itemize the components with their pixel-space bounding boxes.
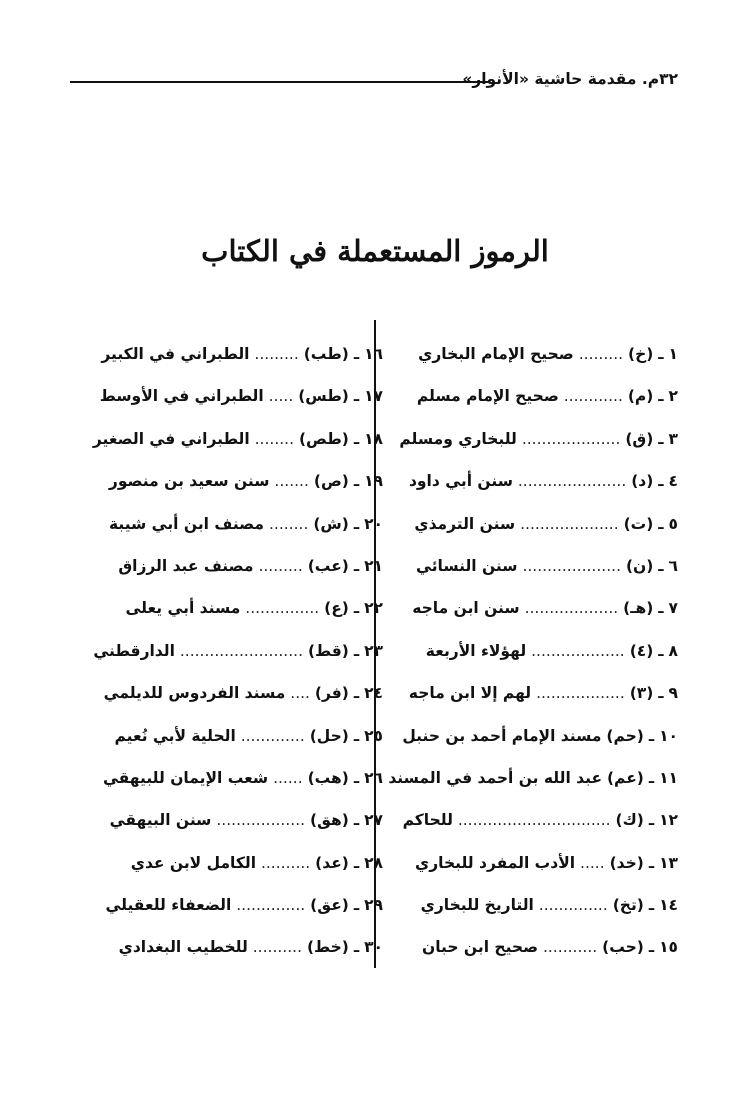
entry-description: الحلية لأبي نُعيم [114, 726, 236, 745]
entry-code: (طص) [298, 429, 349, 448]
entry-separator: ـ [353, 387, 360, 406]
entry-description: صحيح ابن حبان [421, 938, 539, 957]
entry-description: صحيح الإمام مسلم [416, 387, 559, 406]
entry-description: لهؤلاء الأربعة [425, 641, 527, 660]
abbreviation-entry [78, 799, 383, 841]
abbreviation-entry [78, 460, 383, 502]
entry-code: (عم) [606, 768, 644, 787]
entry-code: (حل) [309, 726, 349, 745]
entry-leader-dots: ......... [258, 556, 303, 575]
entry-code: (خط) [306, 938, 349, 957]
abbreviation-entry [373, 587, 678, 629]
entry-description: مسند الإمام أحمد بن حنبل [402, 726, 602, 745]
abbreviation-entry [78, 884, 383, 926]
entry-leader-dots: ............ [563, 387, 623, 406]
entry-leader-dots: ................... [531, 641, 625, 660]
entry-leader-dots: ............. [240, 726, 305, 745]
entry-code: (خد) [609, 853, 644, 872]
entry-separator: ـ [648, 811, 655, 830]
entry-separator: ـ [648, 853, 655, 872]
entry-number: ١٨ [364, 429, 383, 448]
entry-code: (ت) [623, 514, 654, 533]
entry-leader-dots: ................... [524, 599, 619, 618]
entry-separator: ـ [353, 853, 360, 872]
section-title: الرموز المستعملة في الكتاب [201, 234, 549, 268]
entry-description: سنن النسائي [416, 556, 518, 575]
entry-separator: ـ [658, 387, 664, 406]
abbreviation-entry [373, 842, 678, 884]
abbreviation-entry [78, 630, 383, 672]
entry-separator: ـ [658, 641, 664, 660]
entry-number: ١٣ [659, 853, 678, 872]
entry-number: ٩ [668, 684, 678, 703]
entry-number: ٣٠ [364, 938, 383, 957]
entry-description: سنن سعيد بن منصور [108, 472, 270, 491]
entry-description: الكامل لابن عدي [130, 853, 257, 872]
entry-description: للخطيب البغدادي [118, 938, 248, 957]
entry-leader-dots: ........ [268, 514, 309, 533]
entry-description: لهم إلا ابن ماجه [408, 684, 532, 703]
entry-leader-dots: ......... [254, 345, 299, 363]
abbreviation-entry [373, 884, 678, 926]
entry-separator: ـ [353, 726, 360, 745]
entry-separator: ـ [658, 345, 664, 363]
entry-leader-dots: ......... [578, 345, 624, 363]
abbreviation-entry [78, 375, 383, 417]
entry-separator: ـ [353, 684, 360, 703]
abbreviations-column-right [373, 333, 678, 969]
entry-code: (م) [627, 387, 654, 406]
entry-code: (ق) [625, 429, 654, 448]
entry-code: (عق) [310, 896, 349, 915]
entry-description: سنن الترمذي [414, 514, 516, 533]
entry-leader-dots: .............. [538, 896, 608, 915]
entry-leader-dots: .................... [520, 514, 619, 533]
entry-number: ٢٥ [364, 726, 383, 745]
entry-number: ٢٠ [364, 514, 383, 533]
entry-code: (عب) [307, 556, 349, 575]
entry-leader-dots: .... [290, 684, 310, 703]
entry-separator: ـ [658, 429, 664, 448]
entry-code: (ص) [313, 472, 349, 491]
entry-code: (٤) [629, 641, 654, 660]
running-header-title: ٣٢م. مقدمة حاشية «الأنوار» [462, 70, 678, 88]
abbreviation-entry [373, 460, 678, 502]
entry-number: ٦ [668, 556, 678, 575]
entry-description: الضعفاء للعقيلي [105, 896, 232, 915]
entry-number: ٢٦ [364, 768, 383, 787]
entry-number: ١٩ [364, 472, 383, 491]
entry-number: ٢٤ [364, 684, 383, 703]
entry-code: (٣) [629, 684, 654, 703]
entry-separator: ـ [658, 472, 664, 491]
abbreviation-entry [78, 418, 383, 460]
entry-number: ٧ [668, 599, 678, 618]
entry-code: (ك) [615, 811, 644, 830]
entry-description: مصنف ابن أبي شيبة [108, 514, 265, 533]
entry-number: ٢١ [364, 556, 383, 575]
entry-code: (هـ) [623, 599, 654, 618]
entry-leader-dots: ...................... [517, 472, 627, 491]
entry-code: (حم) [606, 726, 644, 745]
entry-leader-dots: .................... [522, 556, 621, 575]
abbreviation-entry [78, 333, 383, 375]
entry-number: ٢٩ [364, 896, 383, 915]
abbreviation-entry [78, 757, 383, 799]
abbreviation-entry [78, 926, 383, 968]
abbreviation-entry [78, 672, 383, 714]
entry-leader-dots: .................. [536, 684, 625, 703]
entry-leader-dots: ............................... [457, 811, 611, 830]
abbreviation-entry [373, 418, 678, 460]
entry-number: ١٦ [364, 345, 383, 363]
entry-separator: ـ [353, 811, 360, 830]
entry-code: (طب) [303, 345, 349, 363]
entry-code: (عد) [315, 853, 349, 872]
entry-code: (حب) [602, 938, 644, 957]
abbreviation-entry [373, 630, 678, 672]
header-rule [70, 81, 488, 83]
entry-code: (طس) [298, 387, 349, 406]
entry-number: ٢ [668, 387, 678, 406]
entry-separator: ـ [353, 345, 360, 363]
abbreviation-entry [373, 375, 678, 417]
entry-leader-dots: .......... [252, 938, 303, 957]
entry-separator: ـ [648, 938, 655, 957]
entry-code: (خ) [628, 345, 654, 363]
entry-description: التاريخ للبخاري [420, 896, 534, 915]
entry-separator: ـ [353, 938, 360, 957]
entry-number: ١١ [659, 768, 678, 787]
entry-separator: ـ [648, 768, 655, 787]
entry-code: (ن) [625, 556, 654, 575]
entry-number: ٢٣ [364, 641, 383, 660]
abbreviation-entry [373, 503, 678, 545]
entry-separator: ـ [353, 896, 360, 915]
abbreviation-entry [373, 672, 678, 714]
entry-separator: ـ [658, 599, 664, 618]
entry-number: ١٠ [659, 726, 678, 745]
entry-leader-dots: ..... [268, 387, 294, 406]
entry-code: (ع) [324, 599, 349, 618]
entry-description: الطبراني في الكبير [101, 345, 250, 363]
entry-separator: ـ [648, 896, 655, 915]
entry-leader-dots: ........... [543, 938, 598, 957]
entry-description: سنن ابن ماجه [412, 599, 520, 618]
abbreviation-entry [78, 587, 383, 629]
entry-leader-dots: ........ [254, 429, 295, 448]
entry-number: ١٤ [659, 896, 678, 915]
abbreviation-entry [373, 545, 678, 587]
entry-number: ٣ [668, 429, 678, 448]
entry-leader-dots: ....... [274, 472, 309, 491]
entry-number: ٢٨ [364, 853, 383, 872]
entry-leader-dots: .................... [521, 429, 621, 448]
abbreviations-column-left [78, 333, 383, 969]
entry-code: (ش) [313, 514, 349, 533]
entry-description: الدارقطني [93, 641, 175, 660]
abbreviation-entry [373, 799, 678, 841]
entry-number: ٥ [668, 514, 678, 533]
entry-separator: ـ [658, 514, 664, 533]
entry-separator: ـ [353, 514, 360, 533]
entry-separator: ـ [658, 556, 664, 575]
entry-separator: ـ [353, 472, 360, 491]
entry-description: شعب الإيمان للبيهقي [102, 768, 269, 787]
entry-description: مسند الفردوس للديلمي [103, 684, 286, 703]
abbreviation-entry [78, 545, 383, 587]
abbreviation-entry [78, 715, 383, 757]
entry-number: ١٥ [659, 938, 678, 957]
entry-separator: ـ [353, 641, 360, 660]
entry-leader-dots: ......................... [179, 641, 304, 660]
entry-code: (هب) [307, 768, 349, 787]
abbreviation-entry [373, 926, 678, 968]
entry-separator: ـ [353, 429, 360, 448]
abbreviation-entry [373, 757, 678, 799]
entry-description: الأدب المفرد للبخاري [415, 853, 576, 872]
abbreviation-entry [78, 503, 383, 545]
entry-leader-dots: .............. [236, 896, 306, 915]
entry-description: الطبراني في الصغير [92, 429, 250, 448]
entry-number: ٤ [668, 472, 678, 491]
page-header [70, 68, 678, 96]
abbreviation-entry [373, 715, 678, 757]
entry-separator: ـ [353, 768, 360, 787]
entry-code: (تخ) [612, 896, 644, 915]
entry-code: (هق) [310, 811, 349, 830]
entry-description: سنن أبي داود [408, 472, 513, 491]
entry-description: للحاكم [402, 811, 453, 830]
entry-description: سنن البيهقي [109, 811, 212, 830]
entry-number: ١٧ [364, 387, 383, 406]
entry-description: مصنف عبد الرزاق [118, 556, 254, 575]
abbreviation-entry [78, 842, 383, 884]
entry-number: ٢٧ [364, 811, 383, 830]
entry-code: (فر) [314, 684, 349, 703]
entry-leader-dots: ............... [245, 599, 320, 618]
entry-code: (قط) [307, 641, 349, 660]
entry-number: ١٢ [659, 811, 678, 830]
entry-leader-dots: ...... [273, 768, 303, 787]
entry-number: ١ [668, 345, 678, 363]
entry-description: الطبراني في الأوسط [99, 387, 264, 406]
entry-number: ٨ [668, 641, 678, 660]
entry-leader-dots: .......... [260, 853, 311, 872]
entry-description: مسند أبي يعلى [125, 599, 241, 618]
entry-description: للبخاري ومسلم [399, 429, 517, 448]
entry-number: ٢٢ [364, 599, 383, 618]
entry-separator: ـ [353, 556, 360, 575]
entry-leader-dots: .................. [216, 811, 306, 830]
entry-separator: ـ [658, 684, 664, 703]
entry-separator: ـ [648, 726, 655, 745]
abbreviation-entry [373, 333, 678, 375]
entry-separator: ـ [353, 599, 360, 618]
entry-description: عبد الله بن أحمد في المسند [388, 768, 603, 787]
entry-description: صحيح الإمام البخاري [418, 345, 574, 363]
entry-leader-dots: ..... [580, 853, 605, 872]
entry-code: (د) [631, 472, 654, 491]
